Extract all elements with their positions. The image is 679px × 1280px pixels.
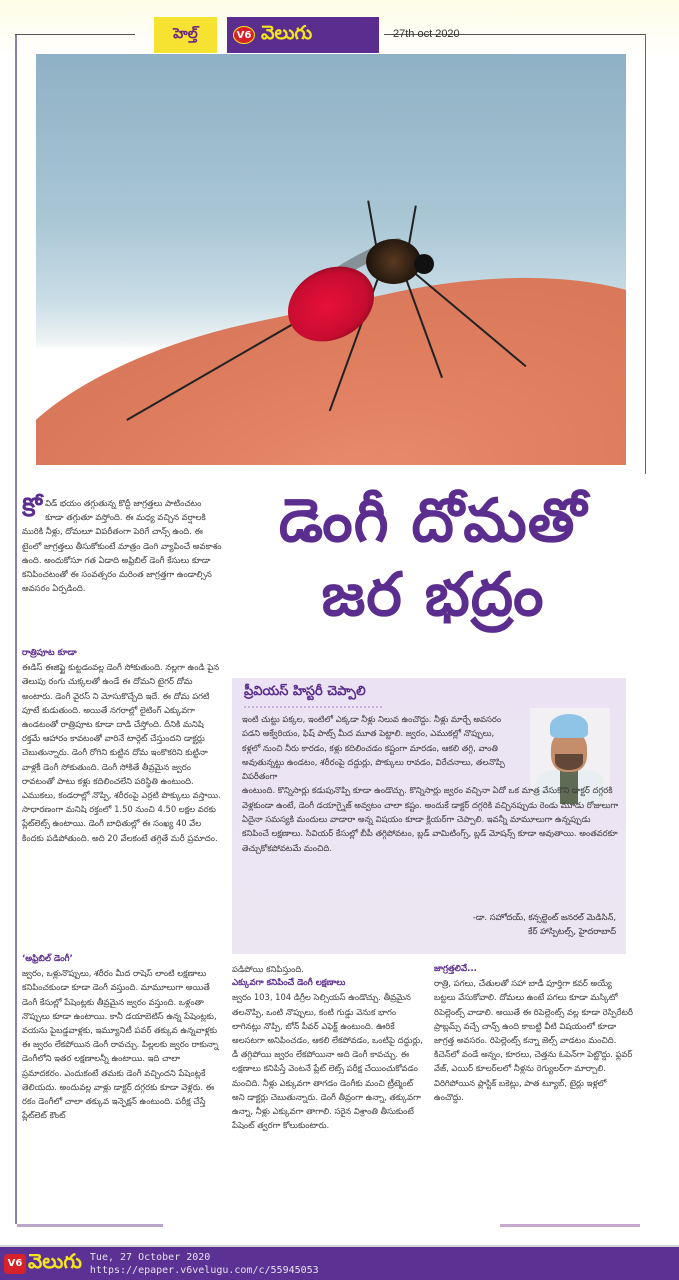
box-body [242, 712, 620, 855]
doctor-advice-box [232, 678, 626, 954]
footer-date: Tue, 27 October 2020 [89, 1251, 211, 1263]
masthead [154, 17, 460, 53]
hero-mosquito-photo [36, 54, 626, 465]
mosquito-leg [367, 201, 377, 246]
mosquito-head [414, 254, 434, 274]
v6-logo-icon: V6 [233, 26, 255, 44]
box-title: ప్రీవియస్ హిస్టరీ చెప్పాలి [244, 684, 366, 699]
footer-brand: వెలుగు [28, 1249, 82, 1273]
frame-border-bottom-right [500, 1224, 640, 1227]
box-title-underline [244, 706, 384, 708]
frame-border-right [645, 34, 646, 474]
footer-meta [90, 1251, 319, 1277]
frame-border-bottom-left [17, 1224, 163, 1227]
headline-line-2: జర భద్రం [321, 560, 545, 630]
headline-line-1: డెంగీ దోమతో [278, 486, 588, 556]
paragraph-precautions: రాత్రి, పగలు, చేతులతో సహా బాడీ పూర్తిగా కవర్ అయ్యే బట్టలు వేసుకోవాలి. దోమలు ఉంటే పగలు కూడా మస్కిటో రిపెల్లెంట్స్ వాడాలి. అయితే ఈ రిపెల్లెంట్స్ వల్ల కూడా రెస్పిరేటరీ ప్రాబ్లమ్స్ వచ్చే చాన్స్ ఉంది కాబట్టి వీటి విషయంలో కూడా జాగ్రత్త అవసరం. రిపెల్లెంట్స్ కన్నా జెల్స్ వాడటం మంచిది. కిచెన్‌లో వండే అన్నం, కూరలు, చెత్తను ఓపెన్‌గా పెట్టొద్దు. ఫ్లవర్ వేజ్, ఎయిర్ కూలర్‌లలో నీళ్లను రెగ్యులర్‌గా మార్చాలి. విరిగిపోయిన ప్లాస్టిక్ బకెట్లు, పాత ట్యూబ్, టైర్లు ఇళ్లలో ఉంచొద్దు. [434, 978, 633, 1102]
article-headline [228, 484, 638, 632]
subhead-precautions: జాగ్రత్తలివే... [434, 964, 477, 974]
column-3-precautions [434, 962, 634, 1104]
subhead-afebrile-dengue: ‘అఫ్రిబిల్ డెంగీ’ [22, 954, 73, 964]
signature-name: -డా. సహోదయ్, కన్సల్టెంట్ జనరల్ మెడిసిన్, [472, 912, 616, 922]
subhead-common-symptoms: ఎక్కువగా కనిపించే డెంగీ లక్షణాలు [232, 978, 346, 989]
v6-logo-icon: V6 [4, 1254, 26, 1274]
brand-banner [227, 17, 379, 53]
box-paragraph-narrow: ఇంటి చుట్టు పక్కల, ఇంటిలో ఎక్కడా నీళ్లు నిలువ ఉంచొద్దు. నీళ్లు మార్చే అవసరం పడని అక్వేరియం, ఫిష్ పాట్స్ మీద మూత పెట్టాలి. జ్వరం, ఎముకల్లో నొప్పులు, కళ్లలో నుంచి నీరు కారడం, కళ్లు కదిలించడం కష్టంగా మారడం, ఆకలి తగ్గి, వాంతి అవుతున్నట్టు ఉండటం, శరీరంపై దద్దుర్లు, పొక్కులు రావడం, విరేచనాలు, తలనొప్పి విపరీతంగా [242, 714, 505, 782]
column-1-section-afebrile [22, 952, 222, 1122]
paragraph-symptoms: జ్వరం 103, 104 డిగ్రీల సెల్సియస్ ఉండొచ్చు. తీవ్రమైన తలనొప్పి, ఒంటి నొప్పులు, కంటి గుడ్డు వెనుక భాగం లాగినట్లు నొప్పి, బోన్ పీవర్ ఎఫెక్ట్ ఉంటుంది. ఊరికే అలసటగా అనిపించడం, ఆకలి లేకపోవడం, ఒంటిపై దద్దుర్లు, డీ తగ్గిపోయి జ్వరం లేకపోయినా అది డెంగీ కావచ్చు. ఈ లక్షణాలు కనిపిస్తే వెంటనే ప్లేట్ లెట్స్ పరీక్ష చేయించుకోవడం మంచిది. నీళ్లు ఎక్కువగా తాగడం డెంగీకు మంచి ట్రీట్మెంట్ అని డాక్టర్లు చెబుతున్నారు. డెంగీ తీవ్రంగా ఉన్నా, తక్కువగా ఉన్నా, నీళ్లు ఎక్కువగా తాగాలి. సరైన విశ్రాంతి తీసుకుంటే పేషెంట్ త్వరగా కోలుకుంటారు. [232, 992, 423, 1131]
lead-text: విడ్ భయం తగ్గుతున్న కొద్దీ జాగ్రత్తలు పాటించటం కూడా తగ్గుతూ వస్తోంది. ఈ మధ్య వచ్చిన వర్షాలకి మురికి నీళ్లు, దోమలూ విపరీతంగా పెరిగే చాన్స్ ఉంది. ఈ టైంలో జాగ్రత్తలు తీసుకోకుంటే మాత్రం డెంగి వ్యాపించే అవకాశం ఉంది. అందుకోసూ గత ఏడాది అఫ్రిబిల్ డెంగీ కేసులు కూడా కనిపించటంతో ఈ సంవత్సరం మరింత జాగ్రత్తగా ఉండాల్సిన అవసరం ఏర్పడింది. [22, 498, 222, 594]
column-2-lead-in: పడిపోయి కనిపిస్తుంది. [232, 964, 304, 974]
brand-name: వెలుగు [261, 21, 313, 44]
mosquito-thorax [366, 239, 421, 284]
signature-hospital: కేర్ హాస్పిటల్స్, హైదరాబాద్ [528, 926, 616, 936]
column-1-section-night [22, 646, 222, 845]
issue-date: 27th oct 2020 [393, 28, 460, 40]
subhead-night-time: రాత్రిపూట కూడా [22, 648, 77, 658]
lead-paragraph [22, 493, 222, 595]
section-tag-health: హెల్త్ [154, 17, 217, 53]
footer-epaper-link[interactable]: https://epaper.v6velugu.com/c/55945053 [89, 1264, 319, 1276]
paragraph-afebrile-dengue: జ్వరం, ఒళ్లునొప్పులు, శరీరం మీద రాషెస్ లాంటి లక్షణాలు కనిపించకుండా కూడా డెంగీ వస్తుంది. మామూలుగా అయితే డెంగీ కేసుల్లో పేషెంట్లకు తీవ్రమైన జ్వరం వస్తుంది. ఒళ్లంతా నొప్పులు కూడా ఉంటాయి. కానీ డయాబెటిస్ ఉన్న పేషెంట్లకు, వయసు పైబడ్డవాళ్లకు, ఇమ్యూనిటీ పవర్ తక్కువ ఉన్నవాళ్లకు ఈ జ్వరం లేకపోయిన డెంగీ రావచ్చు. పిల్లలకు జ్వరం రాకున్నా డెంగీలోని ఇతర లక్షణాలన్నీ ఉంటాయి. ఇది చాలా ప్రమాదకరం. ఎందుకంటే తమకు డెంగీ వచ్చిందని పేషెంట్లకే తెలియదు. అందువల్ల వాళ్లు డాక్టర్ దగ్గరకు కూడా వెళ్లరు. ఈ రకం డెంగీలో చాలా తక్కువ ఇన్ఫెక్షన్ ఉంటుంది. పరీక్ష చేస్తే ప్లేట్‌లెట్ కౌంట్ [22, 968, 219, 1121]
dropcap: కో [22, 493, 43, 523]
epaper-footer [0, 1247, 679, 1280]
paragraph-night-time: ఈడిస్ ఈజిప్టై కుట్టడంవల్ల డెంగీ సోకుతుంది. నల్లగా ఉండి పైన తెలుపు రంగు చుక్కలతో ఉండే ఈ దోమని టైగర్ దోమ అంటారు. డెంగీ వైరస్ ని మోసుకొచ్చేది ఇదే. ఈ దోమ పగటి పూటే కుడుతుంది. అయితే నగరాల్లో లైటింగ్ ఎక్కువగా ఉండటంతో రాత్రిపూట కూడా దాడి చేస్తోంది. దీనికి మనిషి రక్తమే ఆహారం కావటంతో వారినే టార్గెట్ చేస్తుందని డాక్టర్లు చెబుతున్నారు. డెంగీ రోగిని కుట్టిన దోమ ఇంకొకరిని కుట్టినా వాళ్లకీ డెంగీ సోకుతుంది. డెంగీ సోకితే తీవ్రమైన జ్వరం రావటంతో పాటు కళ్లు కదిలించలేని పరిస్థితి ఉంటుంది. ఎముకలు, కండరాల్లో నొప్పి, శరీరంపై ఎర్రటి పొక్కులు వస్తాయి. సాధారణంగా మనిషి రక్తంలో 1.50 నుంచి 4.50 లక్షల వరకు ప్లేట్‌లెట్స్ ఉంటాయి. డెంగీ బాధితుల్లో ఈ సంఖ్య 40 వేల కిందకు పడిపోతుంది. అది 20 వేలకంటే తగ్గితే మరీ ప్రమాదం. [22, 662, 221, 843]
frame-border-top-left [15, 34, 135, 35]
column-2-symptoms [232, 962, 427, 1132]
box-paragraph-wide: ఉంటుంది. కొన్నిసార్లు కడుపునొప్పి కూడా ఉండొచ్చు. కొన్నిసార్లు జ్వరం వచ్చినా ఏదో ఒక మాత్ర వేసుకొని డాక్టర్ దగ్గరకి వెళ్లకుండా ఉంటే, డెంగీ డయాగ్నైజ్ అవ్వటం చాలా కష్టం. అందుకే డాక్టర్ దగ్గరికి వచ్చినప్పుడు రెండు మూడు రోజులుగా ఏదైనా సమస్యకి మందులు వాడారా అన్న విషయం కూడా క్లియర్‌గా చెప్పాలి. ఇవన్నీ మామూలుగా ఉన్నప్పుడు కనిపించే లక్షణాలు. సివియర్ కేసుల్లో బీపీ తగ్గిపోవటం, బ్లడ్ వామిటింగ్స్, బ్లడ్ మోషన్స్ కూడా అవుతాయి. అంతవరకూ తెచ్చుకోకపోవటమే మంచిది. [242, 785, 619, 853]
doctor-signature [473, 910, 616, 938]
frame-border-left [15, 34, 17, 1224]
